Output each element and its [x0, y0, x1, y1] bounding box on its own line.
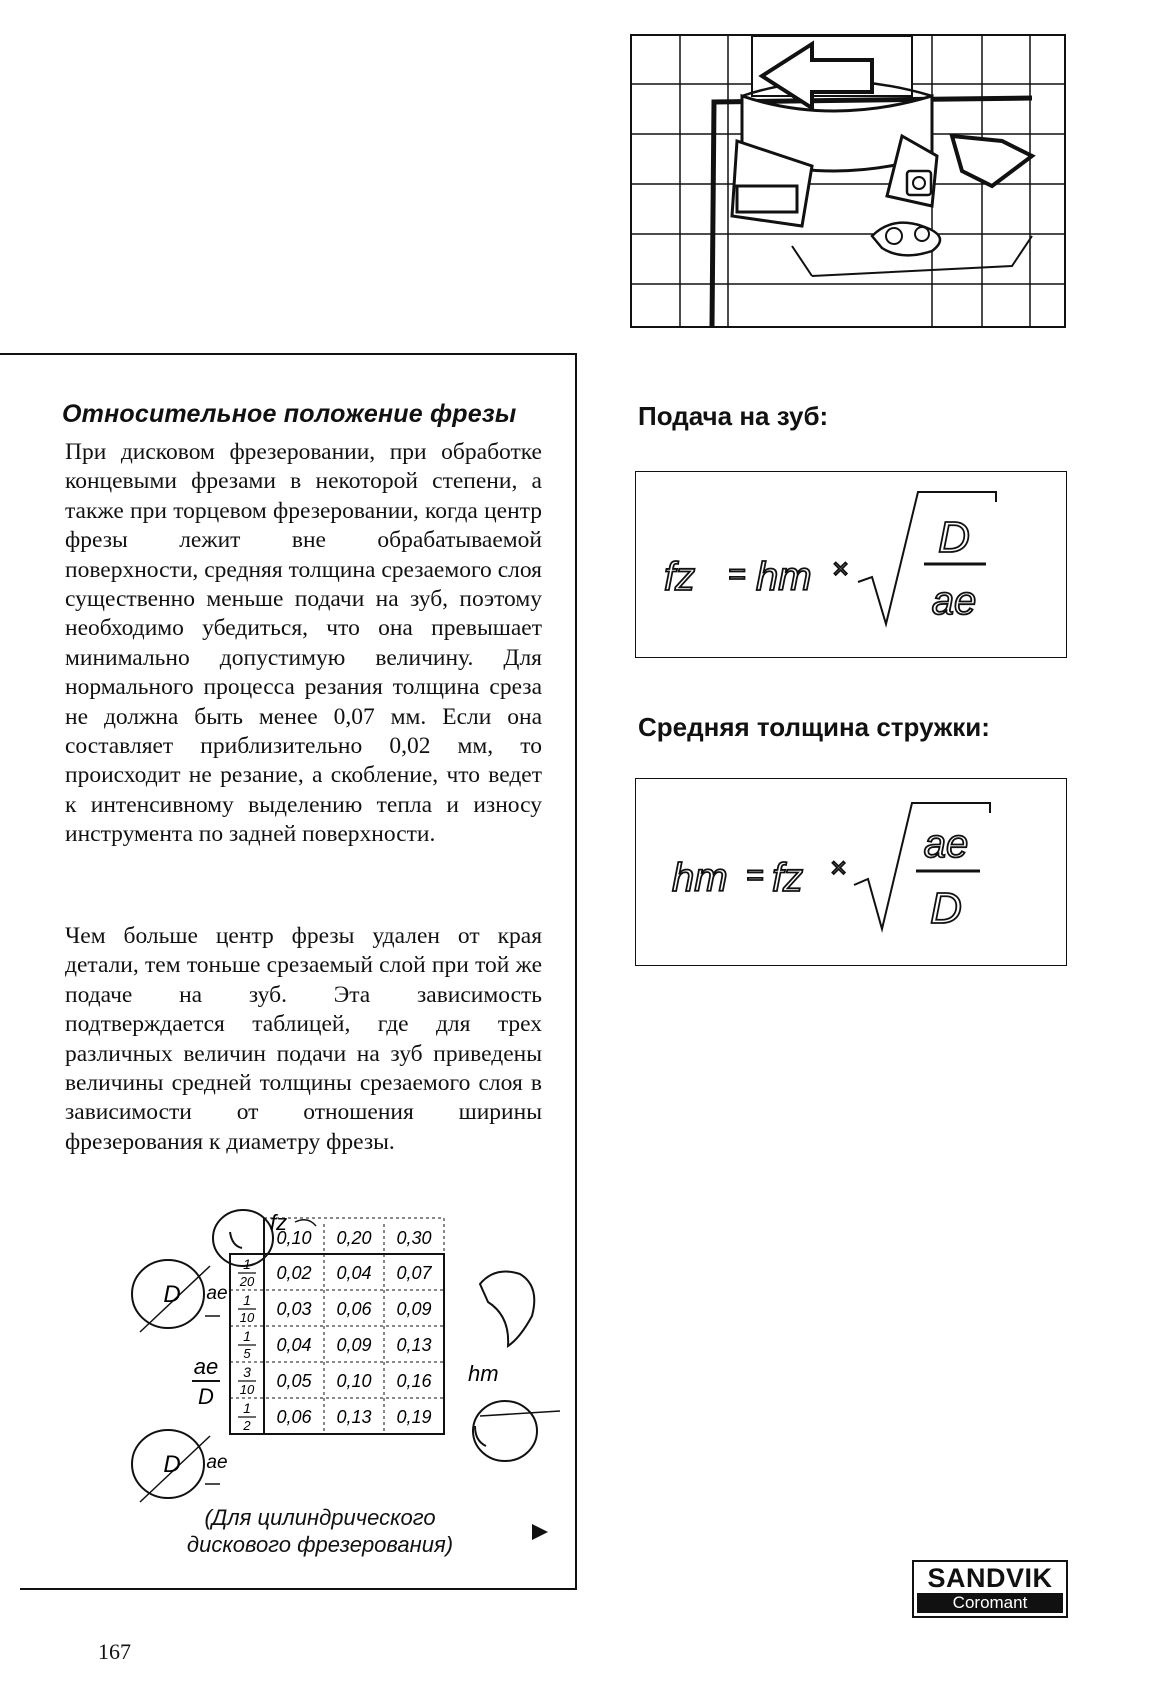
- column-header: 0,20: [336, 1228, 372, 1248]
- cutter-d-label-1: D: [163, 1281, 181, 1308]
- milling-illustration: [630, 34, 1066, 328]
- caption-line-2: дискового фрезерования): [186, 1532, 454, 1557]
- page-number: 167: [98, 1639, 131, 1664]
- row-ratio-numerator: 1: [243, 1400, 251, 1416]
- ratio-label-top: ae: [193, 1354, 219, 1379]
- feed-formula-box: [635, 471, 1067, 658]
- chip-icon: [480, 1272, 534, 1346]
- logo-brand: SANDVIK: [927, 1563, 1053, 1593]
- formula1-num: D: [938, 513, 970, 562]
- row-ratio-denominator: 5: [243, 1346, 251, 1361]
- chip-formula: [636, 779, 1066, 965]
- section-title: Относительное положение фрезы: [62, 400, 517, 428]
- formula2-root-icon: [854, 803, 990, 929]
- column-header: 0,30: [396, 1228, 432, 1248]
- chip-formula-box: [635, 778, 1067, 966]
- formula2-den: D: [930, 884, 962, 933]
- formula2-eq: =: [746, 859, 764, 892]
- formula2-times: ×: [830, 852, 847, 883]
- row-ratio-numerator: 1: [243, 1328, 251, 1344]
- table-cell: 0,09: [396, 1299, 432, 1319]
- row-ratio-denominator: 20: [239, 1274, 255, 1289]
- caption-line-1: (Для цилиндрического: [204, 1505, 436, 1530]
- table-cell: 0,10: [336, 1371, 372, 1391]
- formula1-den: ae: [931, 579, 977, 623]
- table-cell: 0,13: [396, 1335, 432, 1355]
- ae-side-label-2: ae: [206, 1452, 228, 1473]
- chip-curl: [872, 223, 940, 256]
- row-ratio-denominator: 10: [239, 1310, 255, 1325]
- table-cell: 0,19: [396, 1407, 432, 1427]
- column-header: 0,10: [276, 1228, 312, 1248]
- frame-right-rule: [575, 353, 577, 1590]
- right-cutter-icon: [473, 1401, 537, 1461]
- row-ratio-numerator: 1: [243, 1292, 251, 1308]
- feed-arrow-icon: [952, 136, 1032, 186]
- formula1-fz: fz: [664, 555, 696, 599]
- formula2-hm: hm: [672, 856, 728, 900]
- hm-label: hm: [468, 1361, 499, 1386]
- fz-label: fz: [270, 1210, 288, 1235]
- table-cell: 0,03: [276, 1299, 312, 1319]
- frame-top-rule: [0, 353, 575, 355]
- body-paragraph-2: Чем больше центр фрезы удален от края детали, тем тоньше срезаемый слой при той же подаче на зуб. Эта зависимость подтверждается таблицей, где для трех различных величин подачи на зуб приведены величины средней толщины срезаемого слоя в зависимости от отношения ширины фрезерования к диаметру фрезы.: [65, 923, 542, 1155]
- table-cell: 0,05: [276, 1371, 312, 1391]
- table-cell: 0,07: [396, 1263, 432, 1283]
- body-paragraph-1: При дисковом фрезеровании, при обработке концевыми фрезами в некоторой степени, а также при торцевом фрезеровании, когда центр фрезы лежит вне обрабатываемой поверхности, средняя толщина срезаемого слоя существенно меньше подачи на зуб, поэтому необходимо убедиться, что она превышает минимально допустимую величину. Для нормального процесса резания толщина среза не должна быть менее 0,07 мм. Если она составляет приблизительно 0,02 мм, то происходит не резание, а скобление, что ведет к интенсивному выделению тепла и износу инструмента по задней поверхности.: [65, 439, 542, 848]
- chip-thickness-heading: Средняя толщина стружки:: [638, 712, 990, 742]
- milling-cutter-drawing: [632, 36, 1064, 326]
- table-cell: 0,06: [276, 1407, 312, 1427]
- formula2-fz: fz: [772, 856, 804, 900]
- table-cell: 0,13: [336, 1407, 372, 1427]
- ae-side-label-1: ae: [206, 1283, 228, 1304]
- table-cell: 0,16: [396, 1371, 432, 1391]
- row-ratio-numerator: 3: [243, 1364, 251, 1380]
- table-cell: 0,04: [336, 1263, 372, 1283]
- row-ratio-denominator: 10: [239, 1382, 255, 1397]
- table-cell: 0,02: [276, 1263, 312, 1283]
- hm-table: [120, 1206, 565, 1506]
- formula1-eq: =: [728, 558, 746, 591]
- frame-bottom-rule: [20, 1588, 577, 1590]
- formula1-hm: hm: [756, 555, 812, 599]
- next-page-arrow-icon[interactable]: [530, 1522, 550, 1542]
- hm-table-figure: [120, 1206, 565, 1506]
- ratio-label-bottom: D: [198, 1384, 214, 1409]
- formula2-num: ae: [923, 822, 969, 866]
- table-cell: 0,09: [336, 1335, 372, 1355]
- table-caption: [150, 1504, 490, 1558]
- row-ratio-denominator: 2: [243, 1418, 251, 1433]
- sandvik-logo: [912, 1560, 1068, 1618]
- table-cell: 0,04: [276, 1335, 312, 1355]
- feed-formula: [636, 472, 1066, 657]
- logo-sub: Coromant: [917, 1593, 1063, 1613]
- table-cell: 0,06: [336, 1299, 372, 1319]
- feed-heading: Подача на зуб:: [638, 401, 829, 431]
- row-ratio-numerator: 1: [243, 1256, 251, 1272]
- formula1-times: ×: [832, 553, 849, 584]
- cutter-d-label-2: D: [163, 1451, 181, 1478]
